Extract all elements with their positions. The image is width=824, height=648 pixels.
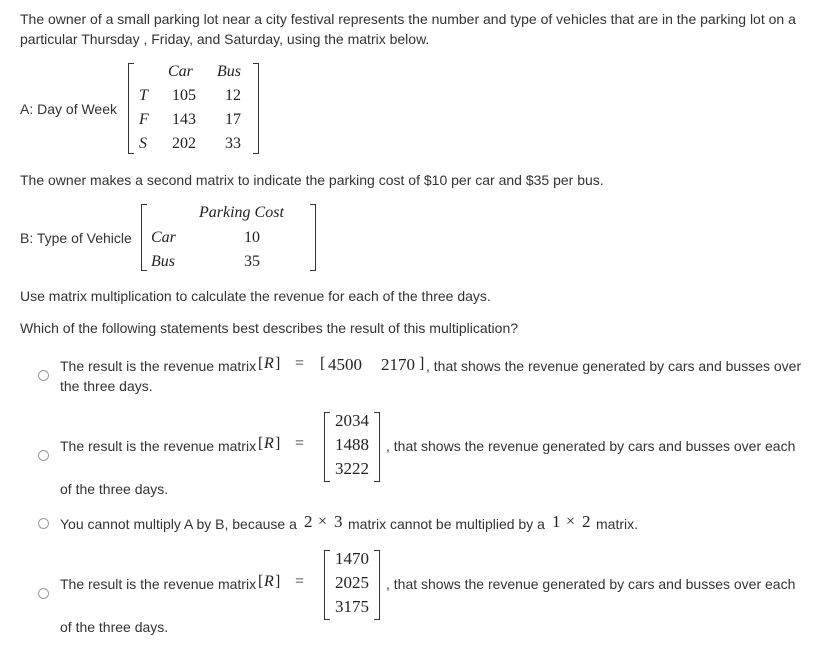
dimension-value: 1: [552, 512, 561, 531]
radio-button[interactable]: [38, 370, 49, 381]
matrix-a-cell: 17: [225, 111, 241, 128]
matrix-a-row-label: F: [139, 111, 149, 128]
second-matrix-text: The owner makes a second matrix to indicate the parking cost of $10 per car and $35 per bus.: [20, 172, 604, 188]
row-matrix-value: 2170: [381, 355, 415, 374]
matrix-a-label: A: Day of Week: [20, 101, 118, 117]
column-matrix-value: 3175: [335, 597, 369, 616]
matrix-b-row-label-bus: Bus: [151, 253, 175, 270]
matrix-a-col-car: Car: [168, 63, 193, 80]
matrix-a-cell: 143: [172, 111, 196, 128]
column-matrix-right-bracket: [374, 412, 380, 482]
matrix-b-label: B: Type of Vehicle: [20, 230, 132, 246]
column-matrix-value: 2025: [335, 573, 369, 592]
dimension-value: 3: [334, 512, 343, 531]
radio-button[interactable]: [38, 450, 49, 461]
radio-button[interactable]: [38, 518, 49, 529]
matrix-a-cell: 105: [172, 87, 196, 104]
equals-sign: =: [295, 355, 305, 372]
instruction-text: Use matrix multiplication to calculate the revenue for each of the three days.: [20, 288, 491, 304]
row-matrix-close-bracket: ]: [419, 355, 425, 372]
times-sign: ×: [566, 513, 576, 530]
equals-sign: =: [295, 573, 305, 590]
column-matrix-value: 2034: [335, 411, 369, 430]
times-sign: ×: [318, 513, 328, 530]
column-matrix-right-bracket: [374, 550, 380, 620]
matrix-open-bracket: [: [258, 573, 264, 590]
column-matrix-value: 3222: [335, 459, 369, 478]
matrix-b-cell: 10: [244, 229, 260, 246]
matrix-a-right-bracket: [253, 63, 259, 154]
option-text: the three days.: [60, 378, 153, 394]
matrix-close-bracket: ]: [275, 435, 281, 452]
matrix-a-cell: 33: [225, 135, 241, 152]
matrix-b-cell: 35: [244, 253, 260, 270]
option-text: of the three days.: [60, 619, 169, 635]
dimension-value: 2: [582, 512, 591, 531]
matrix-close-bracket: ]: [275, 355, 281, 372]
option-text: , that shows the revenue generated by cars and busses over each: [386, 438, 796, 454]
option-text: The result is the revenue matrix: [60, 438, 257, 454]
matrix-a-col-bus: Bus: [217, 63, 241, 80]
row-matrix-open-bracket: [: [320, 355, 326, 372]
matrix-b-row-label-car: Car: [151, 229, 176, 246]
matrix-a-left-bracket: [128, 63, 134, 154]
option-text: , that shows the revenue generated by cars and busses over each: [386, 576, 796, 592]
row-matrix-value: 4500: [328, 355, 362, 374]
matrix-open-bracket: [: [258, 355, 264, 372]
option-text: matrix cannot be multiplied by a: [348, 516, 545, 532]
option-text: of the three days.: [60, 481, 169, 497]
option-text: The result is the revenue matrix: [60, 576, 257, 592]
question-text: Which of the following statements best describes the result of this multiplication?: [20, 320, 519, 336]
matrix-open-bracket: [: [258, 435, 264, 452]
matrix-b-col-header: Parking Cost: [199, 204, 284, 221]
matrix-b-right-bracket: [310, 204, 316, 271]
option-text: matrix.: [596, 516, 638, 532]
matrix-a-cell: 12: [225, 87, 241, 104]
intro-line-2: particular Thursday , Friday, and Saturday, using the matrix below.: [20, 31, 430, 47]
option-text: You cannot multiply A by B, because a: [60, 516, 297, 532]
matrix-variable: R: [264, 573, 274, 590]
matrix-variable: R: [264, 435, 274, 452]
column-matrix-value: 1488: [335, 435, 369, 454]
matrix-a-cell: 202: [172, 135, 196, 152]
matrix-close-bracket: ]: [275, 573, 281, 590]
column-matrix-value: 1470: [335, 549, 369, 568]
radio-button[interactable]: [38, 588, 49, 599]
option-text: , that shows the revenue generated by cars and busses over: [426, 358, 802, 374]
intro-line-1: The owner of a small parking lot near a city festival represents the number and type of vehicles that are in the parking lot on a: [20, 11, 796, 27]
matrix-b-left-bracket: [141, 204, 147, 271]
matrix-variable: R: [264, 355, 274, 372]
option-text: The result is the revenue matrix: [60, 358, 257, 374]
matrix-a-row-label: S: [139, 135, 147, 152]
dimension-value: 2: [304, 512, 313, 531]
matrix-a-row-label: T: [139, 87, 148, 104]
equals-sign: =: [295, 435, 305, 452]
